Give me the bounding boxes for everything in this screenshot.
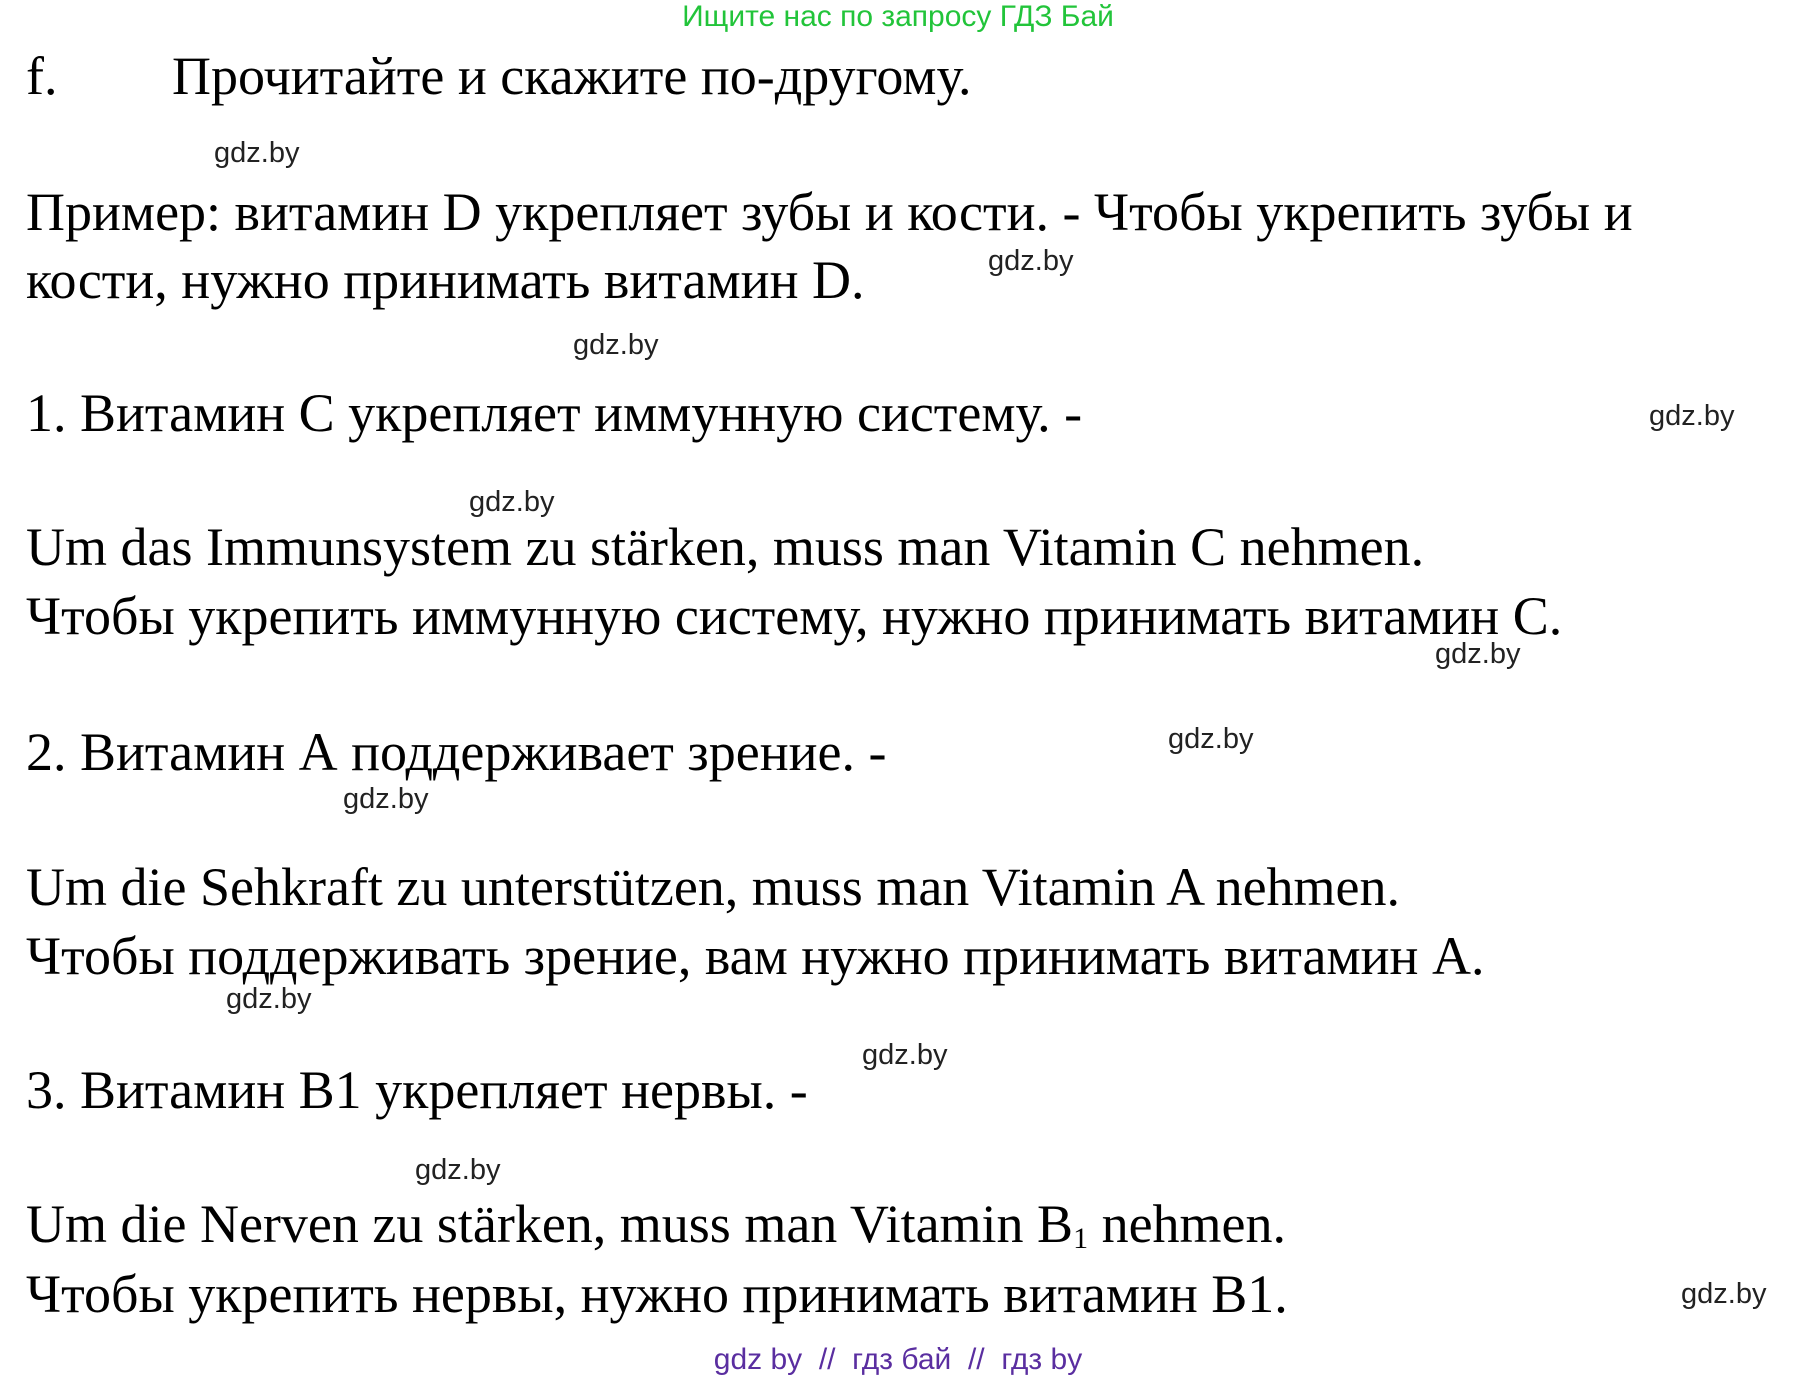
item-3-prompt: 3. Витамин В1 укрепляет нервы. - xyxy=(26,1060,808,1120)
watermark: gdz.by xyxy=(214,137,300,169)
item-2-russian: Чтобы поддерживать зрение, вам нужно принимать витамин А. xyxy=(26,926,1485,986)
example-line-2: кости, нужно принимать витамин D. xyxy=(26,250,865,310)
item-3-german-tail: nehmen. xyxy=(1088,1194,1287,1254)
example-line-1: Пример: витамин D укрепляет зубы и кости. - Чтобы укрепить зубы и xyxy=(26,182,1633,242)
watermark: gdz.by xyxy=(1681,1278,1767,1310)
item-3-german-subscript: 1 xyxy=(1073,1222,1089,1255)
item-1-prompt: 1. Витамин С укрепляет иммунную систему. - xyxy=(26,383,1083,443)
item-1-german: Um das Immunsystem zu stärken, muss man Vitamin C nehmen. xyxy=(26,517,1425,577)
task-instruction: Прочитайте и скажите по-другому. xyxy=(172,46,972,106)
watermark: gdz.by xyxy=(469,486,555,518)
watermark: gdz.by xyxy=(415,1154,501,1186)
watermark: gdz.by xyxy=(1649,400,1735,432)
item-3-russian: Чтобы укрепить нервы, нужно принимать витамин В1. xyxy=(26,1264,1288,1324)
item-1-russian: Чтобы укрепить иммунную систему, нужно принимать витамин С. xyxy=(26,586,1563,646)
watermark: gdz.by xyxy=(573,329,659,361)
footer-watermark: gdz by // гдз бай // гдз by xyxy=(713,1343,1083,1376)
item-3-german-text: Um die Nerven zu stärken, muss man Vitamin B xyxy=(26,1194,1074,1254)
watermark: gdz.by xyxy=(343,783,429,815)
task-letter: f. xyxy=(26,46,58,106)
item-3-german xyxy=(26,1192,1286,1265)
search-banner: Ищите нас по запросу ГДЗ Бай xyxy=(682,0,1114,33)
watermark: gdz.by xyxy=(862,1039,948,1071)
watermark: gdz.by xyxy=(1168,723,1254,755)
watermark: gdz.by xyxy=(988,245,1074,277)
watermark: gdz.by xyxy=(226,983,312,1015)
watermark: gdz.by xyxy=(1435,638,1521,670)
item-2-german: Um die Sehkraft zu unterstützen, muss man Vitamin A nehmen. xyxy=(26,857,1401,917)
item-2-prompt: 2. Витамин А поддерживает зрение. - xyxy=(26,722,887,782)
